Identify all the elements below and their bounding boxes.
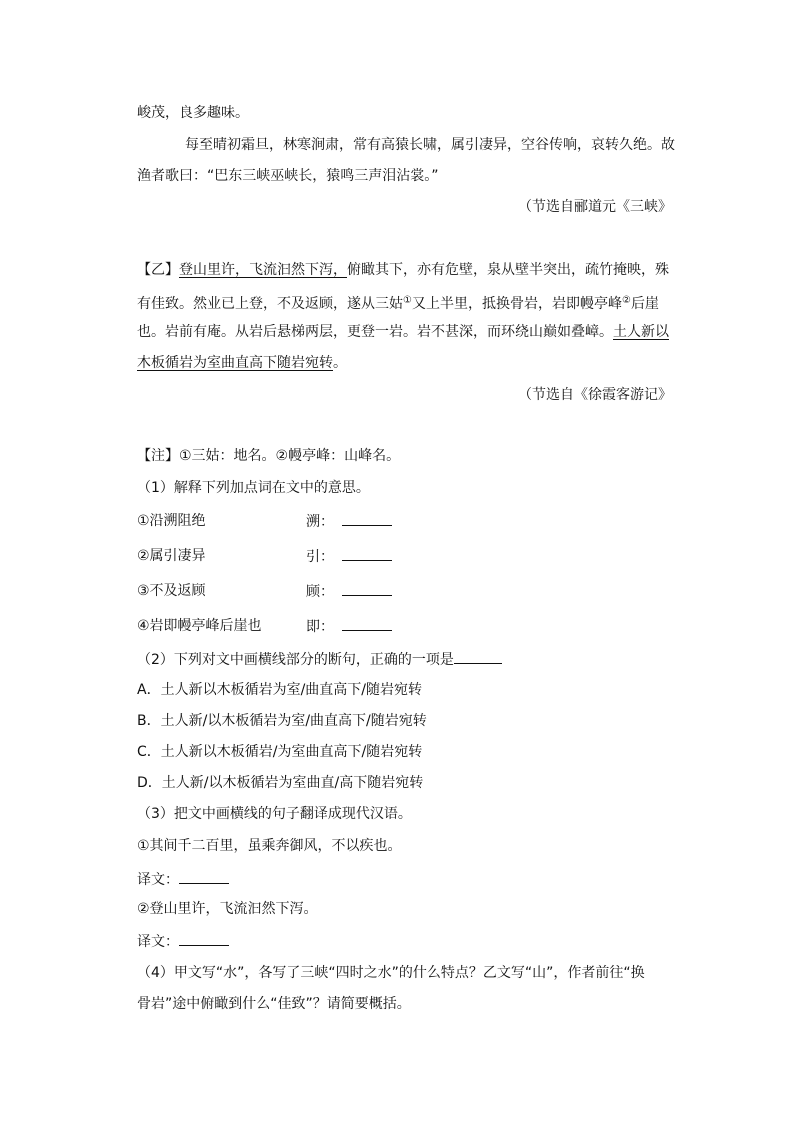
q2-stem-text: （2）下列对文中画横线部分的断句，正确的一项是 (137, 652, 454, 668)
note-mark: ① (403, 295, 412, 306)
passage-b-text: 。 (333, 355, 347, 371)
q1-item-word (306, 616, 392, 637)
q1-word-label: 顾： (306, 584, 334, 600)
answer-blank[interactable] (454, 649, 502, 664)
q2-option-c: C．土人新以木板循岩/为室曲直高下/随岩宛转 (137, 744, 423, 760)
passage-b-text: 又上半里，抵换骨岩，岩即幔亭峰 (411, 296, 622, 312)
answer-blank[interactable] (179, 869, 229, 884)
q1-word-label: 引： (306, 549, 334, 565)
passage-b-text: 也。岩前有庵。从岩后悬梯两层，更登一岩。岩不甚深，而环绕山巅如叠嶂。 (137, 324, 613, 340)
passage-a-line: 每至晴初霜旦，林寒涧肃，常有高猿长啸，属引凄异，空谷传响，哀转久绝。故 (185, 137, 675, 153)
q2-option-a: A．土人新以木板循岩为室/曲直高下/随岩宛转 (137, 682, 423, 698)
q1-item-word (306, 581, 392, 602)
q2-option-b: B．土人新/以木板循岩为室/曲直高下/随岩宛转 (137, 713, 427, 729)
translation-label: 译文： (137, 934, 179, 950)
q1-word-label: 溯： (306, 514, 334, 530)
question-3-stem: （3）把文中画横线的句子翻译成现代汉语。 (137, 806, 412, 822)
answer-blank[interactable] (342, 616, 392, 631)
q1-item-phrase: ②属引凄异 (137, 548, 206, 564)
passage-a-source: （节选自郦道元《三峡》 (518, 199, 672, 215)
q2-option-d: D．土人新/以木板循岩为室曲直/高下随岩宛转 (137, 775, 424, 791)
passage-b-line (137, 322, 669, 342)
q1-item-phrase: ③不及返顾 (137, 583, 206, 599)
question-1-stem: （1）解释下列加点词在文中的意思。 (137, 480, 370, 496)
question-2-stem (137, 649, 502, 670)
passage-b-text: 后崖 (630, 296, 659, 312)
translation-label: 译文： (137, 872, 179, 888)
passage-b-text: 有佳致。然业已上登，不及返顾，遂从三姑 (137, 296, 403, 312)
q1-item-phrase: ④岩即幔亭峰后崖也 (137, 618, 262, 634)
q3-sentence-2: ②登山里许，飞流汩然下泻。 (137, 901, 318, 917)
answer-blank[interactable] (342, 546, 392, 561)
q1-item-word (306, 546, 392, 567)
question-4-line: 骨岩”途中俯瞰到什么“佳致”？请简要概括。 (137, 996, 411, 1012)
question-4-line: （4）甲文写“水”，各写了三峡“四时之水”的什么特点？乙文写“山”，作者前往“换 (137, 965, 645, 981)
q3-translation-1 (137, 869, 229, 890)
underlined-sentence: 土人新以 (613, 324, 669, 340)
q1-item-phrase: ①沿溯阻绝 (137, 513, 206, 529)
passage-b-text: 俯瞰其下，亦有危壁，泉从壁半突出，疏竹掩映，殊 (347, 262, 669, 278)
passage-b-line (137, 260, 669, 280)
passage-a-line: 渔者歌曰：“巴东三峡巫峡长，猿鸣三声泪沾裳。” (137, 168, 439, 184)
passage-b-tag: 【乙】 (137, 262, 179, 278)
answer-blank[interactable] (179, 931, 229, 946)
passage-b-line (137, 353, 347, 373)
q1-word-label: 即： (306, 619, 334, 635)
passage-a-line: 峻茂，良多趣味。 (137, 105, 249, 121)
underlined-sentence: 登山里许，飞流汩然下泻， (179, 262, 347, 278)
q3-translation-2 (137, 931, 229, 952)
note-mark: ② (621, 295, 631, 306)
q3-sentence-1: ①其间千二百里，虽乘奔御风，不以疾也。 (137, 838, 402, 854)
passage-b-source: （节选自《徐霞客游记》 (518, 387, 672, 403)
passage-b-line (137, 291, 659, 314)
answer-blank[interactable] (342, 511, 392, 526)
q1-item-word (306, 511, 392, 532)
underlined-sentence: 木板循岩为室曲直高下随岩宛转 (137, 355, 333, 371)
answer-blank[interactable] (342, 581, 392, 596)
footnote: 【注】①三姑：地名。②幔亭峰：山峰名。 (137, 448, 401, 464)
